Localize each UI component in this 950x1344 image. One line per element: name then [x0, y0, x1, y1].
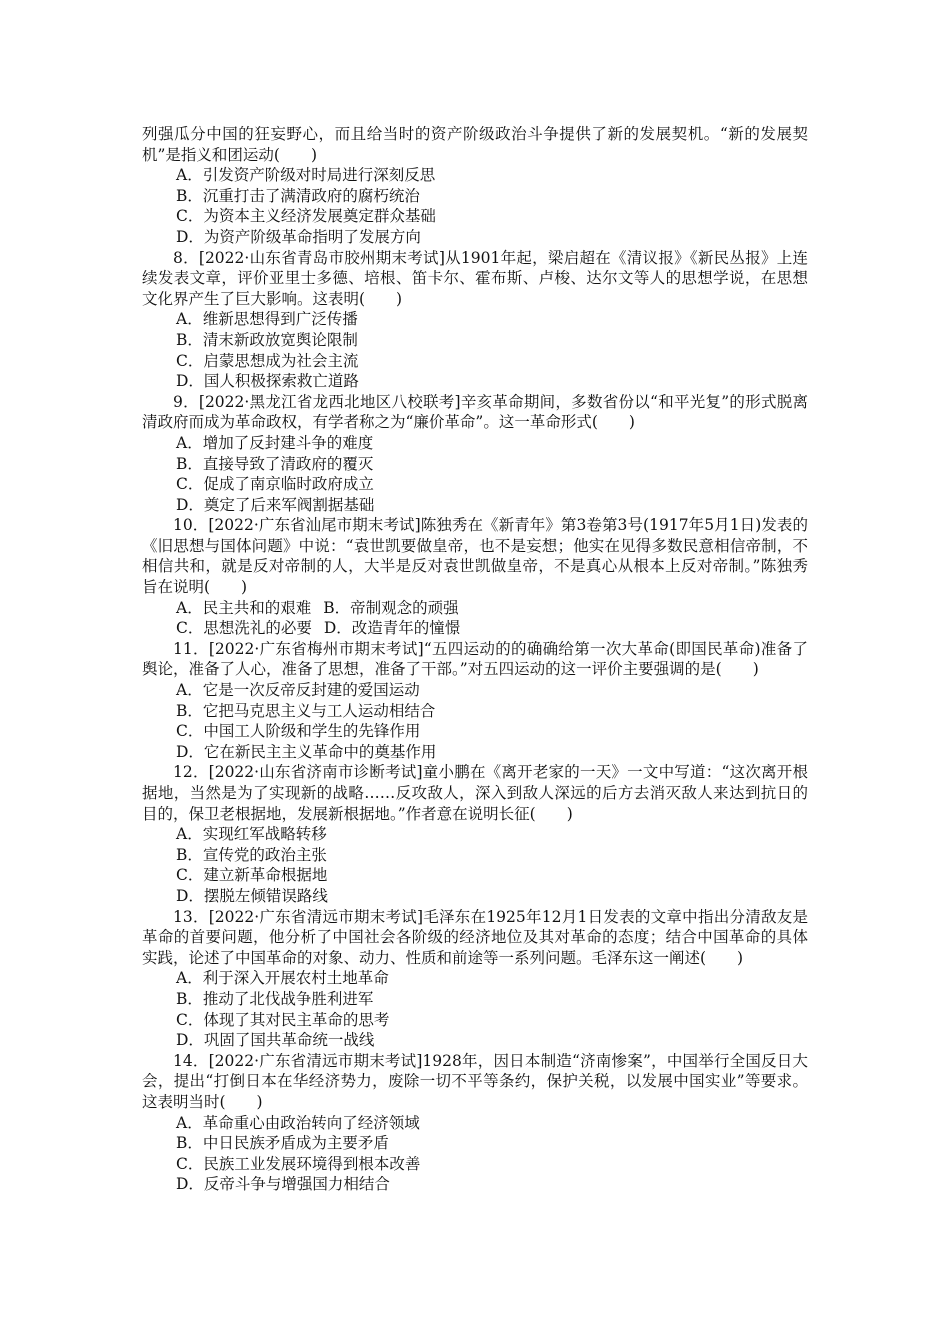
- question-12-option-c: C．建立新革命根据地: [176, 866, 328, 885]
- question-12-option-d: D．摆脱左倾错误路线: [176, 886, 328, 905]
- question-9-option-c: C．促成了南京临时政府成立: [176, 475, 374, 494]
- question-10-options-row-1: [142, 598, 808, 619]
- question-14-option-c: C．民族工业发展环境得到根本改善: [176, 1154, 421, 1173]
- question-7-option-c: C．为资本主义经济发展奠定群众基础: [176, 207, 436, 226]
- question-12-stem: 12．[2022·山东省济南市诊断考试]童小鹏在《离开老家的一天》一文中写道：“这次离开根据地，当然是为了实现新的战略……反攻敌人，深入到敌人深远的后方去消灭敌人来达到抗日的目的，保卫老根据地，发展新根据地。”作者意在说明长征( ): [142, 763, 808, 823]
- question-8-option-b: B．清末新政放宽舆论限制: [176, 330, 358, 349]
- question-13-stem: 13．[2022·广东省清远市期末考试]毛泽东在1925年12月1日发表的文章中指出分清敌友是革命的首要问题，他分析了中国社会各阶级的经济地位及其对革命的态度；结合中国革命的具体实践，论述了中国革命的对象、动力、性质和前途等一系列问题。毛泽东这一阐述( ): [142, 907, 808, 967]
- document-page: [142, 124, 808, 1195]
- question-9-stem: 9．[2022·黑龙江省龙西北地区八校联考]辛亥革命期间，多数省份以“和平光复”的形式脱离清政府而成为革命政权，有学者称之为“廉价革命”。这一革命形式( ): [142, 392, 808, 432]
- question-11-option-b: B．它把马克思主义与工人运动相结合: [176, 701, 436, 720]
- question-13-option-b: B．推动了北伐战争胜利进军: [176, 989, 374, 1008]
- question-10-option-d: D．改造青年的憧憬: [323, 619, 461, 638]
- question-8-stem: 8．[2022·山东省青岛市胶州期末考试]从1901年起，梁启超在《清议报》《新民丛报》上连续发表文章，评价亚里士多德、培根、笛卡尔、霍布斯、卢梭、达尔文等人的思想学说，在思想文化界产生了巨大影响。这表明( ): [142, 248, 808, 308]
- question-11-option-c: C．中国工人阶级和学生的先锋作用: [176, 722, 421, 741]
- question-13-option-a: A．利于深入开展农村土地革命: [176, 969, 389, 988]
- question-7-option-d: D．为资产阶级革命指明了发展方向: [176, 227, 421, 246]
- question-14-option-b: B．中日民族矛盾成为主要矛盾: [176, 1134, 389, 1153]
- question-13-option-c: C．体现了其对民主革命的思考: [176, 1010, 390, 1029]
- question-8-option-a: A．维新思想得到广泛传播: [176, 310, 358, 329]
- question-8-option-c: C．启蒙思想成为社会主流: [176, 351, 359, 370]
- question-9-option-d: D．奠定了后来军阀割据基础: [176, 495, 375, 514]
- question-11-stem: 11．[2022·广东省梅州市期末考试]“五四运动的的确确给第一次大革命(即国民革命)准备了舆论，准备了人心，准备了思想，准备了干部。”对五四运动的这一评价主要强调的是( ): [142, 639, 808, 679]
- question-12-option-a: A．实现红军战略转移: [176, 825, 327, 844]
- question-9-option-a: A．增加了反封建斗争的难度: [176, 433, 374, 452]
- question-14-option-d: D．反帝斗争与增强国力相结合: [176, 1175, 390, 1194]
- question-10-options-row-2: [142, 618, 808, 639]
- question-8-option-d: D．国人积极探索救亡道路: [176, 372, 359, 391]
- question-11-option-d: D．它在新民主主义革命中的奠基作用: [176, 742, 437, 761]
- question-11-option-a: A．它是一次反帝反封建的爱国运动: [176, 681, 420, 700]
- question-14-option-a: A．革命重心由政治转向了经济领域: [176, 1113, 420, 1132]
- question-12-option-b: B．宣传党的政治主张: [176, 845, 327, 864]
- question-9-option-b: B．直接导致了清政府的覆灭: [176, 454, 374, 473]
- question-10-option-c: C．思想洗礼的必要: [176, 619, 312, 638]
- question-7-option-b: B．沉重打击了满清政府的腐朽统治: [176, 186, 420, 205]
- question-10-stem: 10．[2022·广东省汕尾市期末考试]陈独秀在《新青年》第3卷第3号(1917年5月1日)发表的《旧思想与国体问题》中说：“袁世凯要做皇帝，也不是妄想；他实在见得多数民意相信帝制，不相信共和，就是反对帝制的人，大半是反对袁世凯做皇帝，不是真心从根本上反对帝制。”陈独秀旨在说明( ): [142, 516, 808, 597]
- question-13-option-d: D．巩固了国共革命统一战线: [176, 1031, 375, 1050]
- question-7-stem: 列强瓜分中国的狂妄野心，而且给当时的资产阶级政治斗争提供了新的发展契机。“新的发展契机”是指义和团运动( ): [142, 125, 808, 164]
- question-10-option-a: A．民主共和的艰难: [176, 598, 312, 617]
- question-14-stem: 14．[2022·广东省清远市期末考试]1928年，因日本制造“济南惨案”，中国举行全国反日大会，提出“打倒日本在华经济势力，废除一切不平等条约，保护关税，以发展中国实业”等要求。这表明当时( ): [142, 1051, 808, 1111]
- question-7-option-a: A．引发资产阶级对时局进行深刻反思: [176, 166, 436, 185]
- question-10-option-b: B．帝制观念的顽强: [323, 598, 459, 617]
